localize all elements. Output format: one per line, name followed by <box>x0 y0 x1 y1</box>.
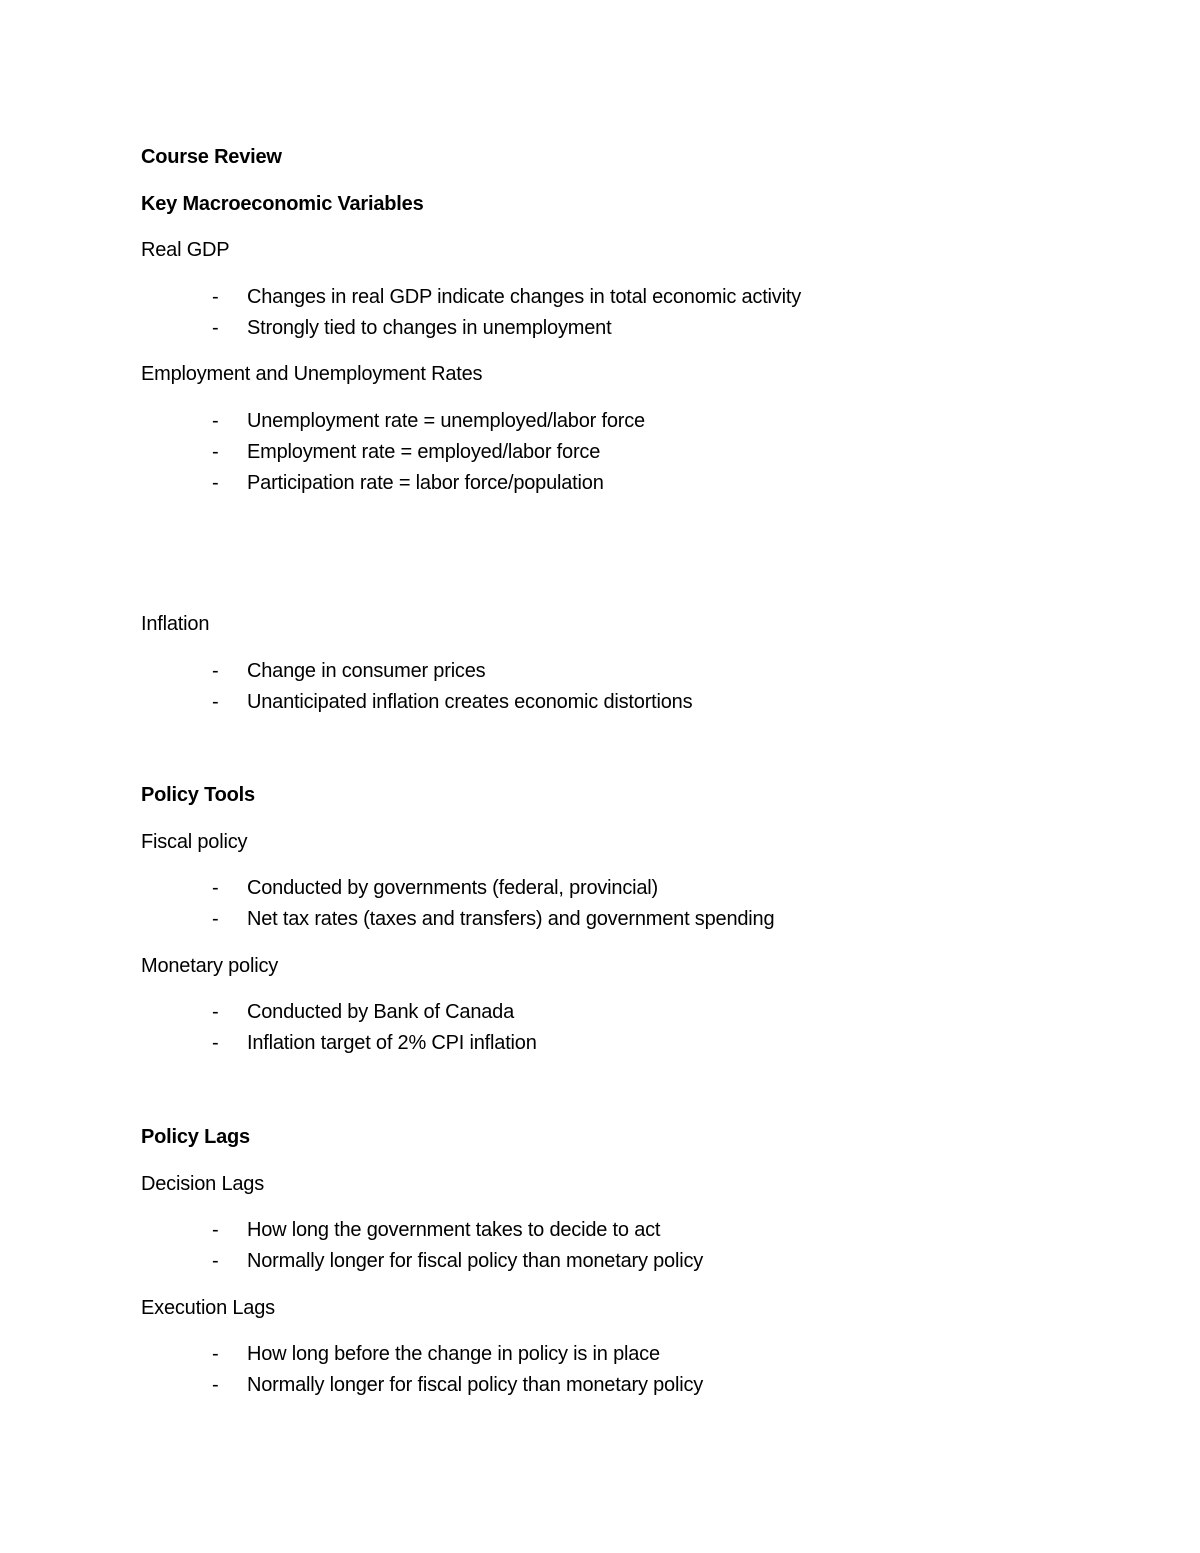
bullet-dash: - <box>212 1374 219 1396</box>
list-item <box>212 409 645 433</box>
bullet-dash: - <box>212 1250 219 1272</box>
list-item-text: Change in consumer prices <box>247 660 486 682</box>
list-item-text: Unanticipated inflation creates economic distortions <box>247 691 693 713</box>
list-item-text: Inflation target of 2% CPI inflation <box>247 1032 537 1054</box>
bullet-dash: - <box>212 691 219 713</box>
bullet-dash: - <box>212 410 219 432</box>
bullet-dash: - <box>212 317 219 339</box>
list-item-text: Strongly tied to changes in unemployment <box>247 317 612 339</box>
list-item-text: How long before the change in policy is in place <box>247 1343 660 1365</box>
list-item <box>212 907 774 931</box>
section-heading-key-variables: Key Macroeconomic Variables <box>141 193 424 215</box>
list-item <box>212 1218 660 1242</box>
bullet-dash: - <box>212 1032 219 1054</box>
subheading-real-gdp: Real GDP <box>141 239 230 261</box>
bullet-dash: - <box>212 660 219 682</box>
list-item <box>212 1031 537 1055</box>
list-item <box>212 690 692 714</box>
section-heading-policy-lags: Policy Lags <box>141 1126 250 1148</box>
list-item <box>212 316 611 340</box>
list-item-text: Participation rate = labor force/population <box>247 472 604 494</box>
list-item <box>212 471 604 495</box>
list-item-text: Changes in real GDP indicate changes in total economic activity <box>247 286 802 308</box>
list-item <box>212 876 658 900</box>
list-item-text: Employment rate = employed/labor force <box>247 441 601 463</box>
subheading-employment-rates: Employment and Unemployment Rates <box>141 363 483 385</box>
bullet-dash: - <box>212 1343 219 1365</box>
list-item-text: Conducted by Bank of Canada <box>247 1001 515 1023</box>
subheading-monetary-policy: Monetary policy <box>141 955 279 977</box>
section-heading-policy-tools: Policy Tools <box>141 784 255 806</box>
list-item-text: How long the government takes to decide to act <box>247 1219 661 1241</box>
document-title: Course Review <box>141 146 282 168</box>
list-item <box>212 1342 660 1366</box>
subheading-inflation: Inflation <box>141 613 210 635</box>
bullet-dash: - <box>212 1001 219 1023</box>
list-item <box>212 440 600 464</box>
list-item <box>212 1249 703 1273</box>
list-item-text: Conducted by governments (federal, provincial) <box>247 877 659 899</box>
subheading-decision-lags: Decision Lags <box>141 1173 265 1195</box>
list-item <box>212 1373 703 1397</box>
list-item-text: Unemployment rate = unemployed/labor force <box>247 410 645 432</box>
bullet-dash: - <box>212 441 219 463</box>
subheading-execution-lags: Execution Lags <box>141 1297 275 1319</box>
list-item <box>212 285 801 309</box>
list-item-text: Net tax rates (taxes and transfers) and government spending <box>247 908 775 930</box>
list-item <box>212 659 485 683</box>
bullet-dash: - <box>212 472 219 494</box>
list-item-text: Normally longer for fiscal policy than monetary policy <box>247 1374 704 1396</box>
list-item-text: Normally longer for fiscal policy than monetary policy <box>247 1250 704 1272</box>
bullet-dash: - <box>212 908 219 930</box>
bullet-dash: - <box>212 286 219 308</box>
subheading-fiscal-policy: Fiscal policy <box>141 831 248 853</box>
bullet-dash: - <box>212 1219 219 1241</box>
list-item <box>212 1000 514 1024</box>
bullet-dash: - <box>212 877 219 899</box>
